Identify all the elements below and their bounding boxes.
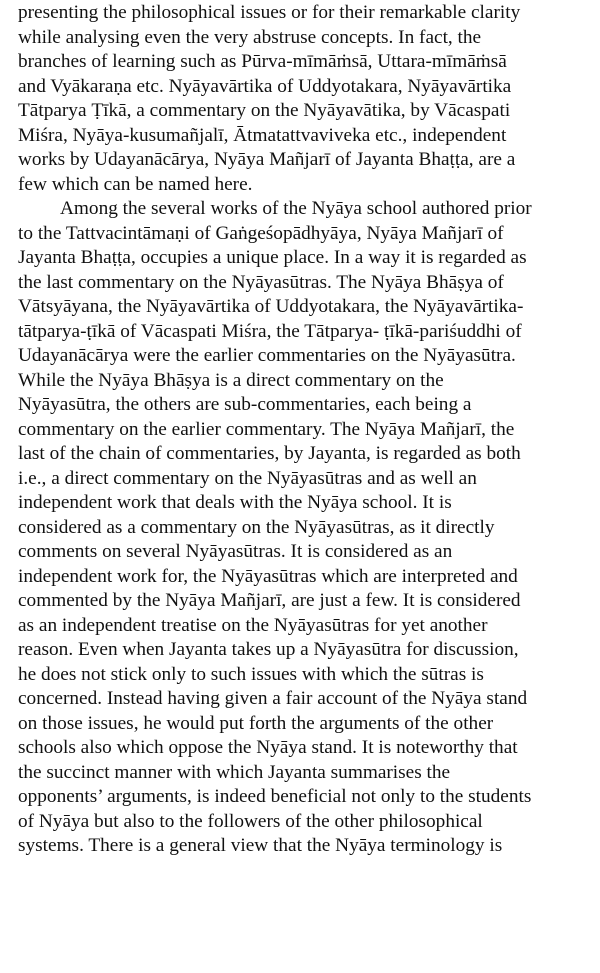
paragraph-1: [0, 1, 600, 197]
text-line: Among the several works of the Nyāya school authored prior: [60, 198, 532, 219]
text-line: systems. There is a general view that the Nyāya terminology is: [18, 835, 503, 856]
text-line: tātparya-ṭīkā of Vācaspati Miśra, the Tātparya- ṭīkā-pariśuddhi of: [18, 320, 522, 342]
text-line: opponents’ arguments, is indeed beneficial not only to the students: [18, 786, 532, 807]
text-line: schools also which oppose the Nyāya stand. It is noteworthy that: [18, 737, 518, 758]
text-line: on those issues, he would put forth the arguments of the other: [18, 712, 494, 734]
text-line: Jayanta Bhaṭṭa, occupies a unique place. In a way it is regarded as: [18, 247, 527, 268]
text-line: Miśra, Nyāya-kusumañjalī, Ātmatattvaviveka etc., independent: [18, 124, 507, 146]
text-line: Udayanācārya were the earlier commentaries on the Nyāyasūtra.: [18, 345, 516, 366]
text-line: independent work for, the Nyāyasūtras which are interpreted and: [18, 565, 518, 587]
text-line: While the Nyāya Bhāṣya is a direct commentary on the: [18, 369, 444, 391]
text-line: comments on several Nyāyasūtras. It is considered as an: [18, 541, 453, 562]
text-line: the last commentary on the Nyāyasūtras. The Nyāya Bhāṣya of: [18, 271, 504, 293]
text-line: reason. Even when Jayanta takes up a Nyāyasūtra for discussion,: [18, 639, 519, 660]
text-line: commentary on the earlier commentary. The Nyāya Mañjarī, the: [18, 418, 515, 440]
text-line: presenting the philosophical issues or for their remarkable clarity: [18, 2, 521, 23]
text-line: while analysing even the very abstruse concepts. In fact, the: [18, 26, 482, 48]
text-line: i.e., a direct commentary on the Nyāyasūtras and as well an: [18, 467, 477, 489]
text-line: and Vyākaraṇa etc. Nyāyavārtika of Uddyotakara, Nyāyavārtika: [18, 75, 512, 97]
text-line: to the Tattvacintāmaṇi of Gaṅgeśopādhyāya, Nyāya Mañjarī of: [18, 222, 504, 244]
text-line: few which can be named here.: [18, 173, 253, 195]
paragraph-2: [0, 197, 600, 859]
text-line: concerned. Instead having given a fair account of the Nyāya stand: [18, 688, 528, 709]
text-line: the succinct manner with which Jayanta summarises the: [18, 761, 451, 783]
text-line: independent work that deals with the Nyāya school. It is: [18, 492, 452, 513]
text-line: last of the chain of commentaries, by Jayanta, is regarded as both: [18, 443, 521, 464]
text-line: commented by the Nyāya Mañjarī, are just a few. It is considered: [18, 590, 521, 611]
text-line: he does not stick only to such issues with which the sūtras is: [18, 663, 484, 685]
text-line: Tātparya Ṭīkā, a commentary on the Nyāyavātika, by Vācaspati: [18, 100, 511, 121]
text-line: works by Udayanācārya, Nyāya Mañjarī of Jayanta Bhaṭṭa, are a: [18, 149, 516, 170]
text-line: Vātsyāyana, the Nyāyavārtika of Uddyotakara, the Nyāyavārtika-: [18, 296, 524, 317]
text-line: Nyāyasūtra, the others are sub-commentaries, each being a: [18, 394, 472, 415]
text-line: branches of learning such as Pūrva-mīmāṁsā, Uttara-mīmāṁsā: [18, 51, 507, 72]
text-line: as an independent treatise on the Nyāyasūtras for yet another: [18, 614, 488, 636]
text-line: of Nyāya but also to the followers of the other philosophical: [18, 810, 483, 832]
text-line: considered as a commentary on the Nyāyasūtras, as it directly: [18, 516, 495, 538]
